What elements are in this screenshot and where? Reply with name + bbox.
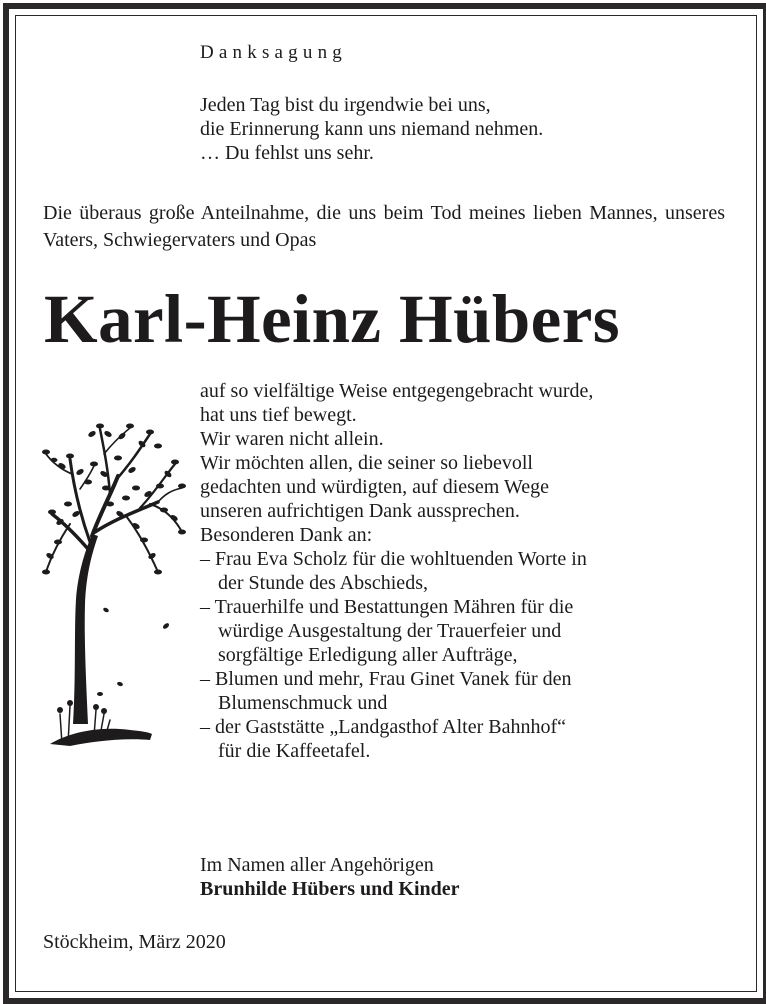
signoff xyxy=(200,853,460,901)
motto-line: Jeden Tag bist du irgendwie bei uns, xyxy=(200,94,491,116)
thanks-item: – Trauerhilfe und Bestattungen Mähren für die xyxy=(200,596,574,618)
body-line: Besonderen Dank an: xyxy=(200,524,373,546)
body-line: Wir möchten allen, die seiner so liebevoll xyxy=(200,452,533,474)
intro-text: Die überaus große Anteilnahme, die uns beim Tod meines lieben Mannes, unseres Vaters, Schwiegervaters und Opas xyxy=(43,202,725,251)
body-line: unseren aufrichtigen Dank aussprechen. xyxy=(200,500,520,522)
thanks-item-continuation: Blumenschmuck und xyxy=(218,692,388,714)
thanks-item-continuation: für die Kaffeetafel. xyxy=(218,740,371,762)
body-line: Wir waren nicht allein. xyxy=(200,428,384,450)
tree-icon xyxy=(40,414,190,750)
motto-line: … Du fehlst uns sehr. xyxy=(200,142,374,164)
signoff-line: Im Namen aller Angehörigen xyxy=(200,854,434,876)
body-line: hat uns tief bewegt. xyxy=(200,404,357,426)
motto-line: die Erinnerung kann uns niemand nehmen. xyxy=(200,118,544,140)
thanks-item: – Blumen und mehr, Frau Ginet Vanek für den xyxy=(200,668,572,690)
body-line: gedachten und würdigten, auf diesem Wege xyxy=(200,476,550,498)
place-date: Stöckheim, März 2020 xyxy=(43,931,226,953)
thanks-item-continuation: würdige Ausgestaltung der Trauerfeier und xyxy=(218,620,562,642)
deceased-name: Karl-Heinz Hübers xyxy=(44,281,620,357)
heading: Danksagung xyxy=(200,42,347,63)
thanks-item-continuation: sorgfältige Erledigung aller Aufträge, xyxy=(218,644,518,666)
motto xyxy=(200,93,543,165)
thanks-item: – Frau Eva Scholz für die wohltuenden Worte in xyxy=(200,548,587,570)
thanks-item: – der Gaststätte „Landgasthof Alter Bahnhof“ xyxy=(200,716,566,738)
signoff-names: Brunhilde Hübers und Kinder xyxy=(200,878,460,900)
body-text xyxy=(200,379,593,763)
body-line: auf so vielfältige Weise entgegengebracht wurde, xyxy=(200,380,594,402)
thanks-item-continuation: der Stunde des Abschieds, xyxy=(218,572,428,594)
